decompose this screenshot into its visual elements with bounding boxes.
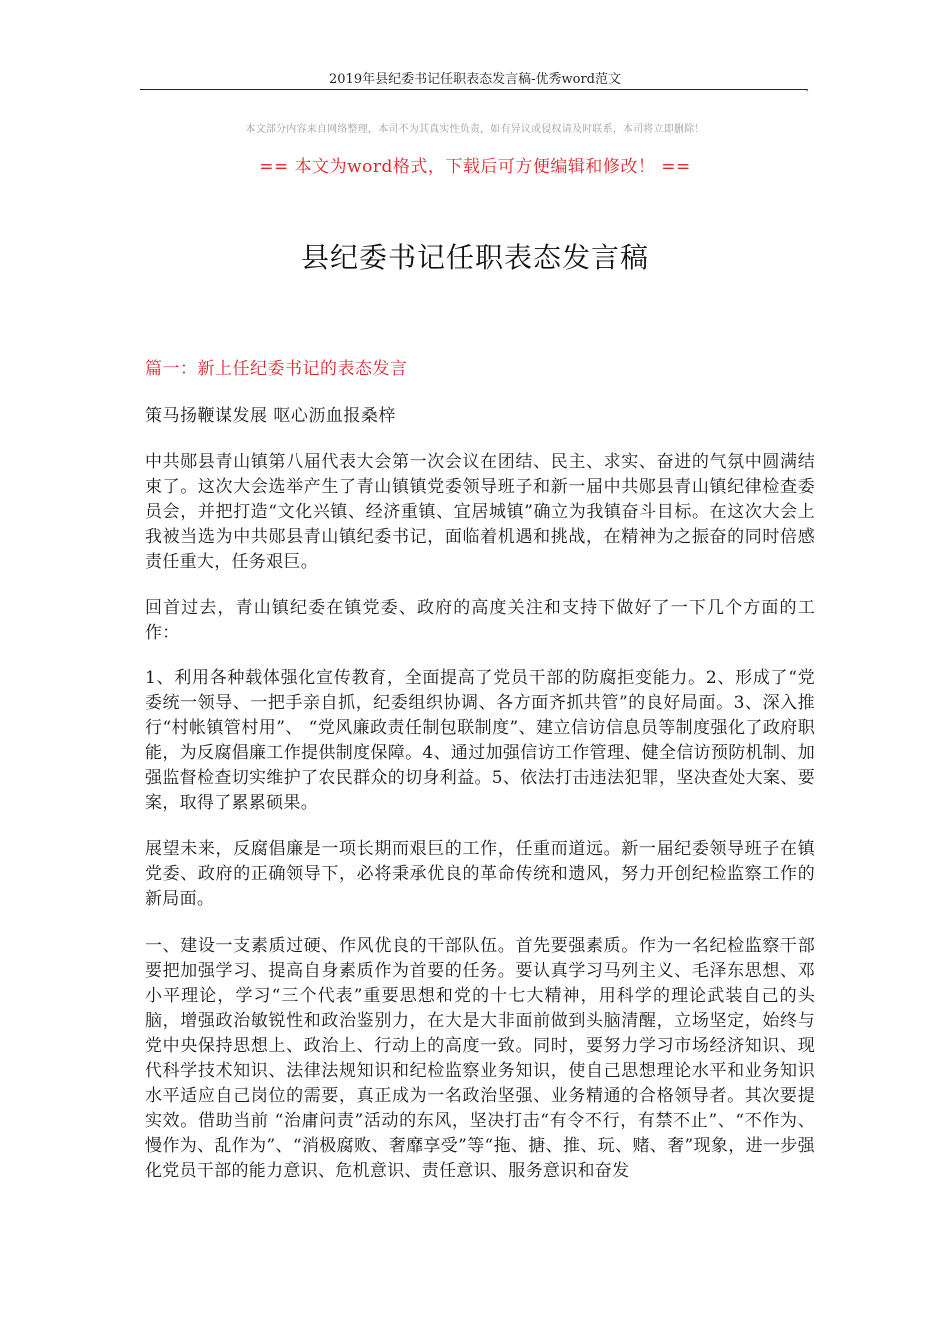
header-corner-mark: , — [806, 82, 810, 93]
section-heading: 篇一：新上任纪委书记的表态发言 — [145, 359, 408, 379]
body-paragraph: 回首过去，青山镇纪委在镇党委、政府的高度关注和支持下做好了一下几个方面的工作： — [145, 598, 815, 643]
running-header: 2019年县纪委书记任职表态发言稿-优秀word范文 — [329, 72, 621, 87]
body-paragraph: 一、建设一支素质过硬、作风优良的干部队伍。首先要强素质。作为一名纪检监察干部要把加强学习、提高自身素质作为首要的任务。要认真学习马列主义、毛泽东思想、邓小平理论，学习“三个代表”重要思想和党的十七大精神，用科学的理论武装自己的头脑，增强政治敏锐性和政治鉴别力，在大是大非面前做到头脑清醒，立场坚定，始终与党中央保持思想上、政治上、行动上的高度一致。同时，要努力学习市场经济知识、现代科学技术知识、法律法规知识和纪检监察业务知识，使自己思想理论水平和业务知识水平适应自己岗位的需要，真正成为一名政治坚强、业务精通的合格领导者。其次要提实效。借助当前 “治庸问责”活动的东风，坚决打击“有令不行，有禁不止”、“不作为、慢作为、乱作为”、“消极腐败、奢靡享受”等“拖、搪、推、玩、赌、奢”现象，进一步强化党员干部的能力意识、危机意识、责任意识、服务意识和奋发 — [145, 936, 816, 1181]
header-rule — [140, 89, 808, 90]
word-format-notice: == 本文为word格式，下载后可方便编辑和修改！ == — [259, 157, 691, 177]
body-paragraph: 展望未来，反腐倡廉是一项长期而艰巨的工作，任重而道远。新一届纪委领导班子在镇党委、政府的正确领导下，必将秉承优良的革命传统和遗风，努力开创纪检监察工作的新局面。 — [145, 839, 815, 909]
document-title: 县纪委书记任职表态发言稿 — [300, 241, 649, 274]
speech-subtitle: 策马扬鞭谋发展 呕心沥血报桑梓 — [145, 406, 396, 426]
body-paragraph: 中共郧县青山镇第八届代表大会第一次会议在团结、民主、求实、奋进的气氛中圆满结束了。这次大会选举产生了青山镇镇党委领导班子和新一届中共郧县青山镇纪律检查委员会，并把打造“文化兴镇、经济重镇、宜居城镇”确立为我镇奋斗目标。在这次大会上我被当选为中共郧县青山镇纪委书记，面临着机遇和挑战，在精神为之振奋的同时倍感责任重大，任务艰巨。 — [145, 452, 815, 572]
body-paragraph: 1、利用各种载体强化宣传教育，全面提高了党员干部的防腐拒变能力。2、形成了“党委统一领导、一把手亲自抓，纪委组织协调、各方面齐抓共管”的良好局面。3、深入推行“村帐镇管村用”、 “党风廉政责任制包联制度”、建立信访信息员等制度强化了政府职能，为反腐倡廉工作提供制度保障。4、通过加强信访工作管理、健全信访预防机制、加强监督检查切实维护了农民群众的切身利益。5、依法打击违法犯罪，坚决查处大案、要案，取得了累累硕果。 — [145, 668, 815, 813]
disclaimer-text: 本文部分内容来自网络整理，本司不为其真实性负责，如有异议或侵权请及时联系，本司将立即删除！ — [245, 124, 705, 135]
